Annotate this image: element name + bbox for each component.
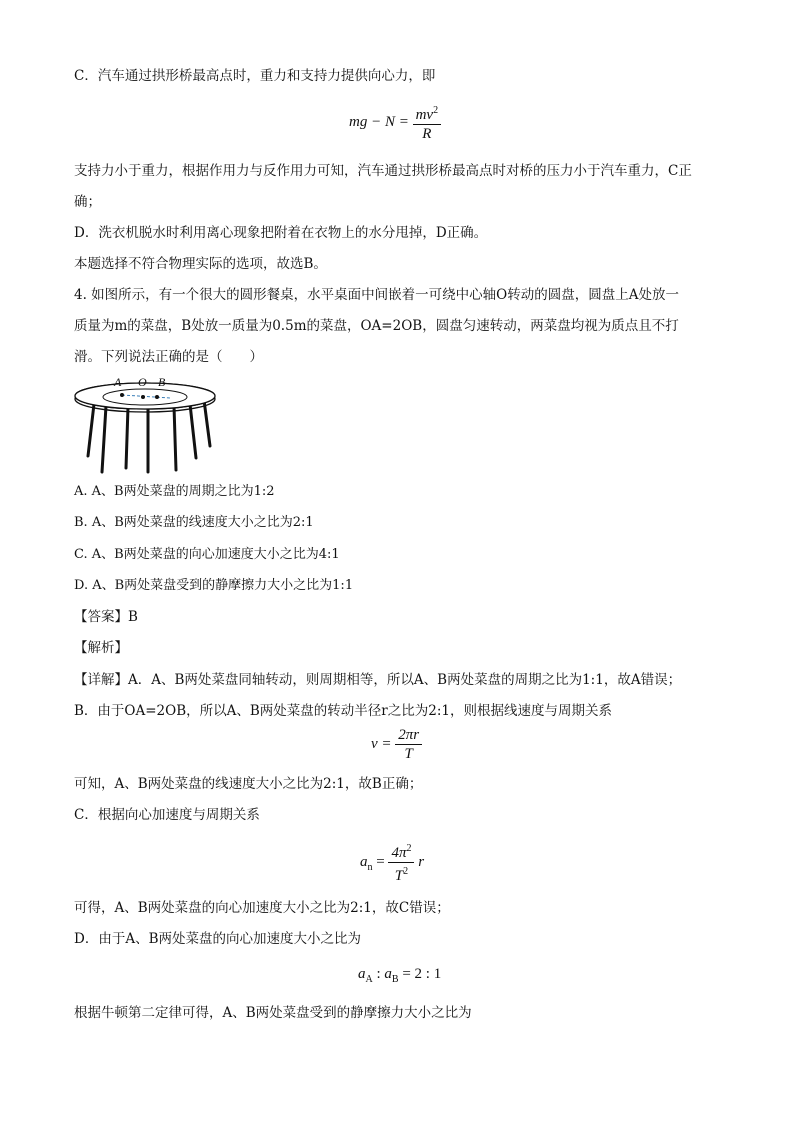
eq2-denominator: T (404, 746, 413, 762)
option-c-intro: C．汽车通过拱形桥最高点时，重力和支持力提供向心力，即 (74, 68, 436, 84)
round-table-figure (70, 372, 220, 476)
detail-b: B．由于OA=2OB，所以A、B两处菜盘的转动半径r之比为2:1，则根据线速度与周期关系 (74, 703, 612, 719)
eq1-denominator: R (422, 126, 432, 142)
option-a: A. A、B两处菜盘的周期之比为1:2 (74, 484, 275, 499)
detail-c: C．根据向心加速度与周期关系 (74, 807, 260, 823)
eq4-aa: $a_A$ (358, 966, 373, 985)
eq3-tail: r (418, 853, 425, 870)
eq1-lhs: mg − N = (349, 113, 409, 130)
eq4-ab: $a_B$ (384, 966, 399, 985)
conclusion-line: 本题选择不符合物理实际的选项，故选B。 (74, 256, 327, 272)
question-4-line-1: 4. 如图所示，有一个很大的圆形餐桌，水平桌面中间嵌着一可绕中心轴O转动的圆盘，圆盘上A处放一 (74, 287, 679, 303)
eq4-rhs: = 2 : 1 (398, 966, 442, 982)
detail-a: 【详解】A．A、B两处菜盘同轴转动，则周期相等，所以A、B两处菜盘的周期之比为1:1，故A错误； (74, 672, 682, 688)
equation-acceleration-ratio: $a_A$ : $a_B = 2$ : 1 (358, 966, 442, 985)
eq3-equals: = (376, 853, 385, 870)
eq2-lhs: v = (371, 735, 392, 752)
option-b: B. A、B两处菜盘的线速度大小之比为2:1 (74, 515, 314, 530)
option-c-explanation-2: 确； (74, 194, 101, 210)
label-a: A (114, 375, 122, 389)
eq3-denominator: $T^2$ (394, 866, 409, 884)
table-legs (88, 400, 210, 472)
equation-centripetal-acceleration (360, 840, 424, 885)
detail-d-newton: 根据牛顿第二定律可得，A、B两处菜盘受到的静摩擦力大小之比为 (74, 1005, 472, 1021)
point-a (120, 393, 124, 397)
eq1-numerator: $mv^2$ (413, 102, 442, 125)
label-o: O (138, 375, 147, 389)
eq1-fraction (413, 102, 442, 143)
label-b: B (158, 375, 166, 389)
question-4-line-3: 滑。下列说法正确的是（ ） (74, 349, 263, 365)
point-o (141, 395, 145, 399)
analysis-label: 【解析】 (74, 640, 128, 656)
eq3-lhs: $a_n$ (360, 853, 373, 873)
option-c: C. A、B两处菜盘的向心加速度大小之比为4:1 (74, 547, 340, 562)
eq3-numerator: $4\pi^2$ (388, 840, 414, 863)
detail-c-result: 可得，A、B两处菜盘的向心加速度大小之比为2:1，故C错误； (74, 900, 450, 916)
detail-d: D．由于A、B两处菜盘的向心加速度大小之比为 (74, 931, 361, 947)
equation-linear-velocity (371, 726, 422, 763)
detail-b-result: 可知，A、B两处菜盘的线速度大小之比为2:1，故B正确； (74, 776, 423, 792)
eq2-fraction (395, 726, 422, 763)
equation-centripetal-bridge (349, 102, 441, 143)
option-c-explanation-1: 支持力小于重力，根据作用力与反作用力可知，汽车通过拱形桥最高点时对桥的压力小于汽车重力，C正 (74, 163, 692, 179)
question-4-line-2: 质量为m的菜盘，B处放一质量为0.5m的菜盘，OA=2OB，圆盘匀速转动，两菜盘均视为质点且不打 (74, 318, 679, 334)
option-d: D. A、B两处菜盘受到的静摩擦力大小之比为1:1 (74, 578, 354, 593)
eq2-numerator: 2πr (395, 726, 422, 745)
point-b (155, 395, 159, 399)
option-d-explanation: D．洗衣机脱水时利用离心现象把附着在衣物上的水分甩掉，D正确。 (74, 225, 488, 241)
eq3-fraction (388, 840, 414, 885)
answer-label: 【答案】B (74, 609, 138, 625)
